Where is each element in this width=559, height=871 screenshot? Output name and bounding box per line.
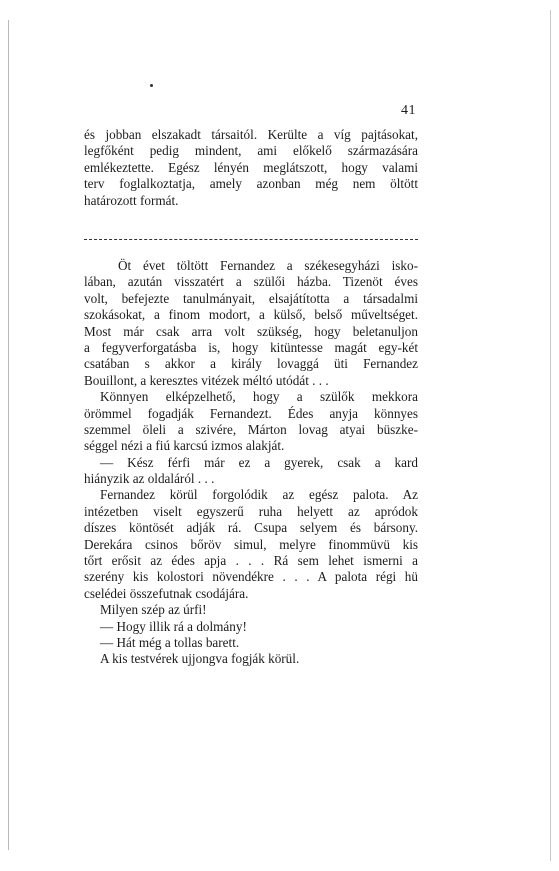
text-line: Bouillont, a keresztes vitézek méltó utódát . . . (84, 372, 329, 388)
text-line: volt, befejezte tanulmányait, elsajátította a társadalmi (84, 290, 418, 306)
text-line: Könnyen elképzelhető, hogy a szülők mekkora (100, 389, 418, 405)
paragraph-continued (84, 127, 418, 209)
text-line: határozott formát. (84, 192, 179, 208)
text-line: — Hogy illik rá a dolmány! (100, 618, 247, 634)
text-line: — Kész férfi már ez a gyerek, csak a kard (100, 454, 418, 470)
text-line: tőrt erősit az édes apja . . . Rá sem lehet ismerni a (84, 553, 418, 569)
text-line: díszes köntösét adják rá. Csupa selyem és bársony. (84, 520, 418, 536)
text-line: a fegyverforgatásba is, hogy kitüntesse magát egy-két (84, 339, 418, 355)
page-number: 41 (401, 103, 416, 118)
text-line: szemmel öleli a szivére, Márton lovag atyai büszke- (84, 421, 418, 437)
text-line: emlékeztette. Egész lényén meglátszott, hogy valami (84, 159, 418, 175)
print-speck (150, 84, 153, 87)
text-line: séggel nézi a fiú karcsú izmos alakját. (84, 438, 285, 454)
text-line: szerény kis kolostori növendékre . . . A palota régi hü (84, 569, 418, 585)
chapter-text (84, 258, 418, 668)
text-line: cselédei összefutnak csodájára. (84, 585, 249, 601)
page-edge-right (550, 10, 551, 861)
text-line: A kis testvérek ujjongva fogják körül. (100, 651, 300, 667)
text-line: lában, azután visszatért a szülői házba. Tizenöt éves (84, 274, 418, 290)
text-line: intézetben viselt egyszerű ruha helyett az apródok (84, 503, 418, 519)
text-line: Öt évet töltött Fernandez a székesegyházi isko- (118, 258, 418, 273)
text-line: terv foglalkoztatja, amely azonban még nem öltött (84, 176, 418, 192)
page-edge-left (8, 20, 9, 850)
text-line: szokásokat, a finom modort, a külső, belső műveltséget. (84, 307, 418, 323)
text-line: Derekára csinos bőröv simul, melyre finommüvü kis (84, 536, 418, 552)
section-divider (84, 239, 418, 240)
text-line: Most már csak arra volt szükség, hogy beletanuljon (84, 323, 418, 339)
text-line: — Hát még a tollas barett. (100, 634, 240, 650)
text-line: Fernandez körül forgolódik az egész palota. Az (100, 487, 418, 503)
text-line: és jobban elszakadt társaitól. Kerülte a víg pajtásokat, (84, 127, 418, 142)
text-line: Milyen szép az úrfi! (100, 602, 207, 618)
text-line: csatában s akkor a király lovaggá üti Fernandez (84, 356, 418, 372)
text-line: legfőként pedig mindent, ami előkelő származására (84, 143, 418, 159)
text-line: örömmel fogadják Fernandezt. Édes anyja könnyes (84, 405, 418, 421)
text-line: hiányzik az oldaláról . . . (84, 471, 215, 487)
